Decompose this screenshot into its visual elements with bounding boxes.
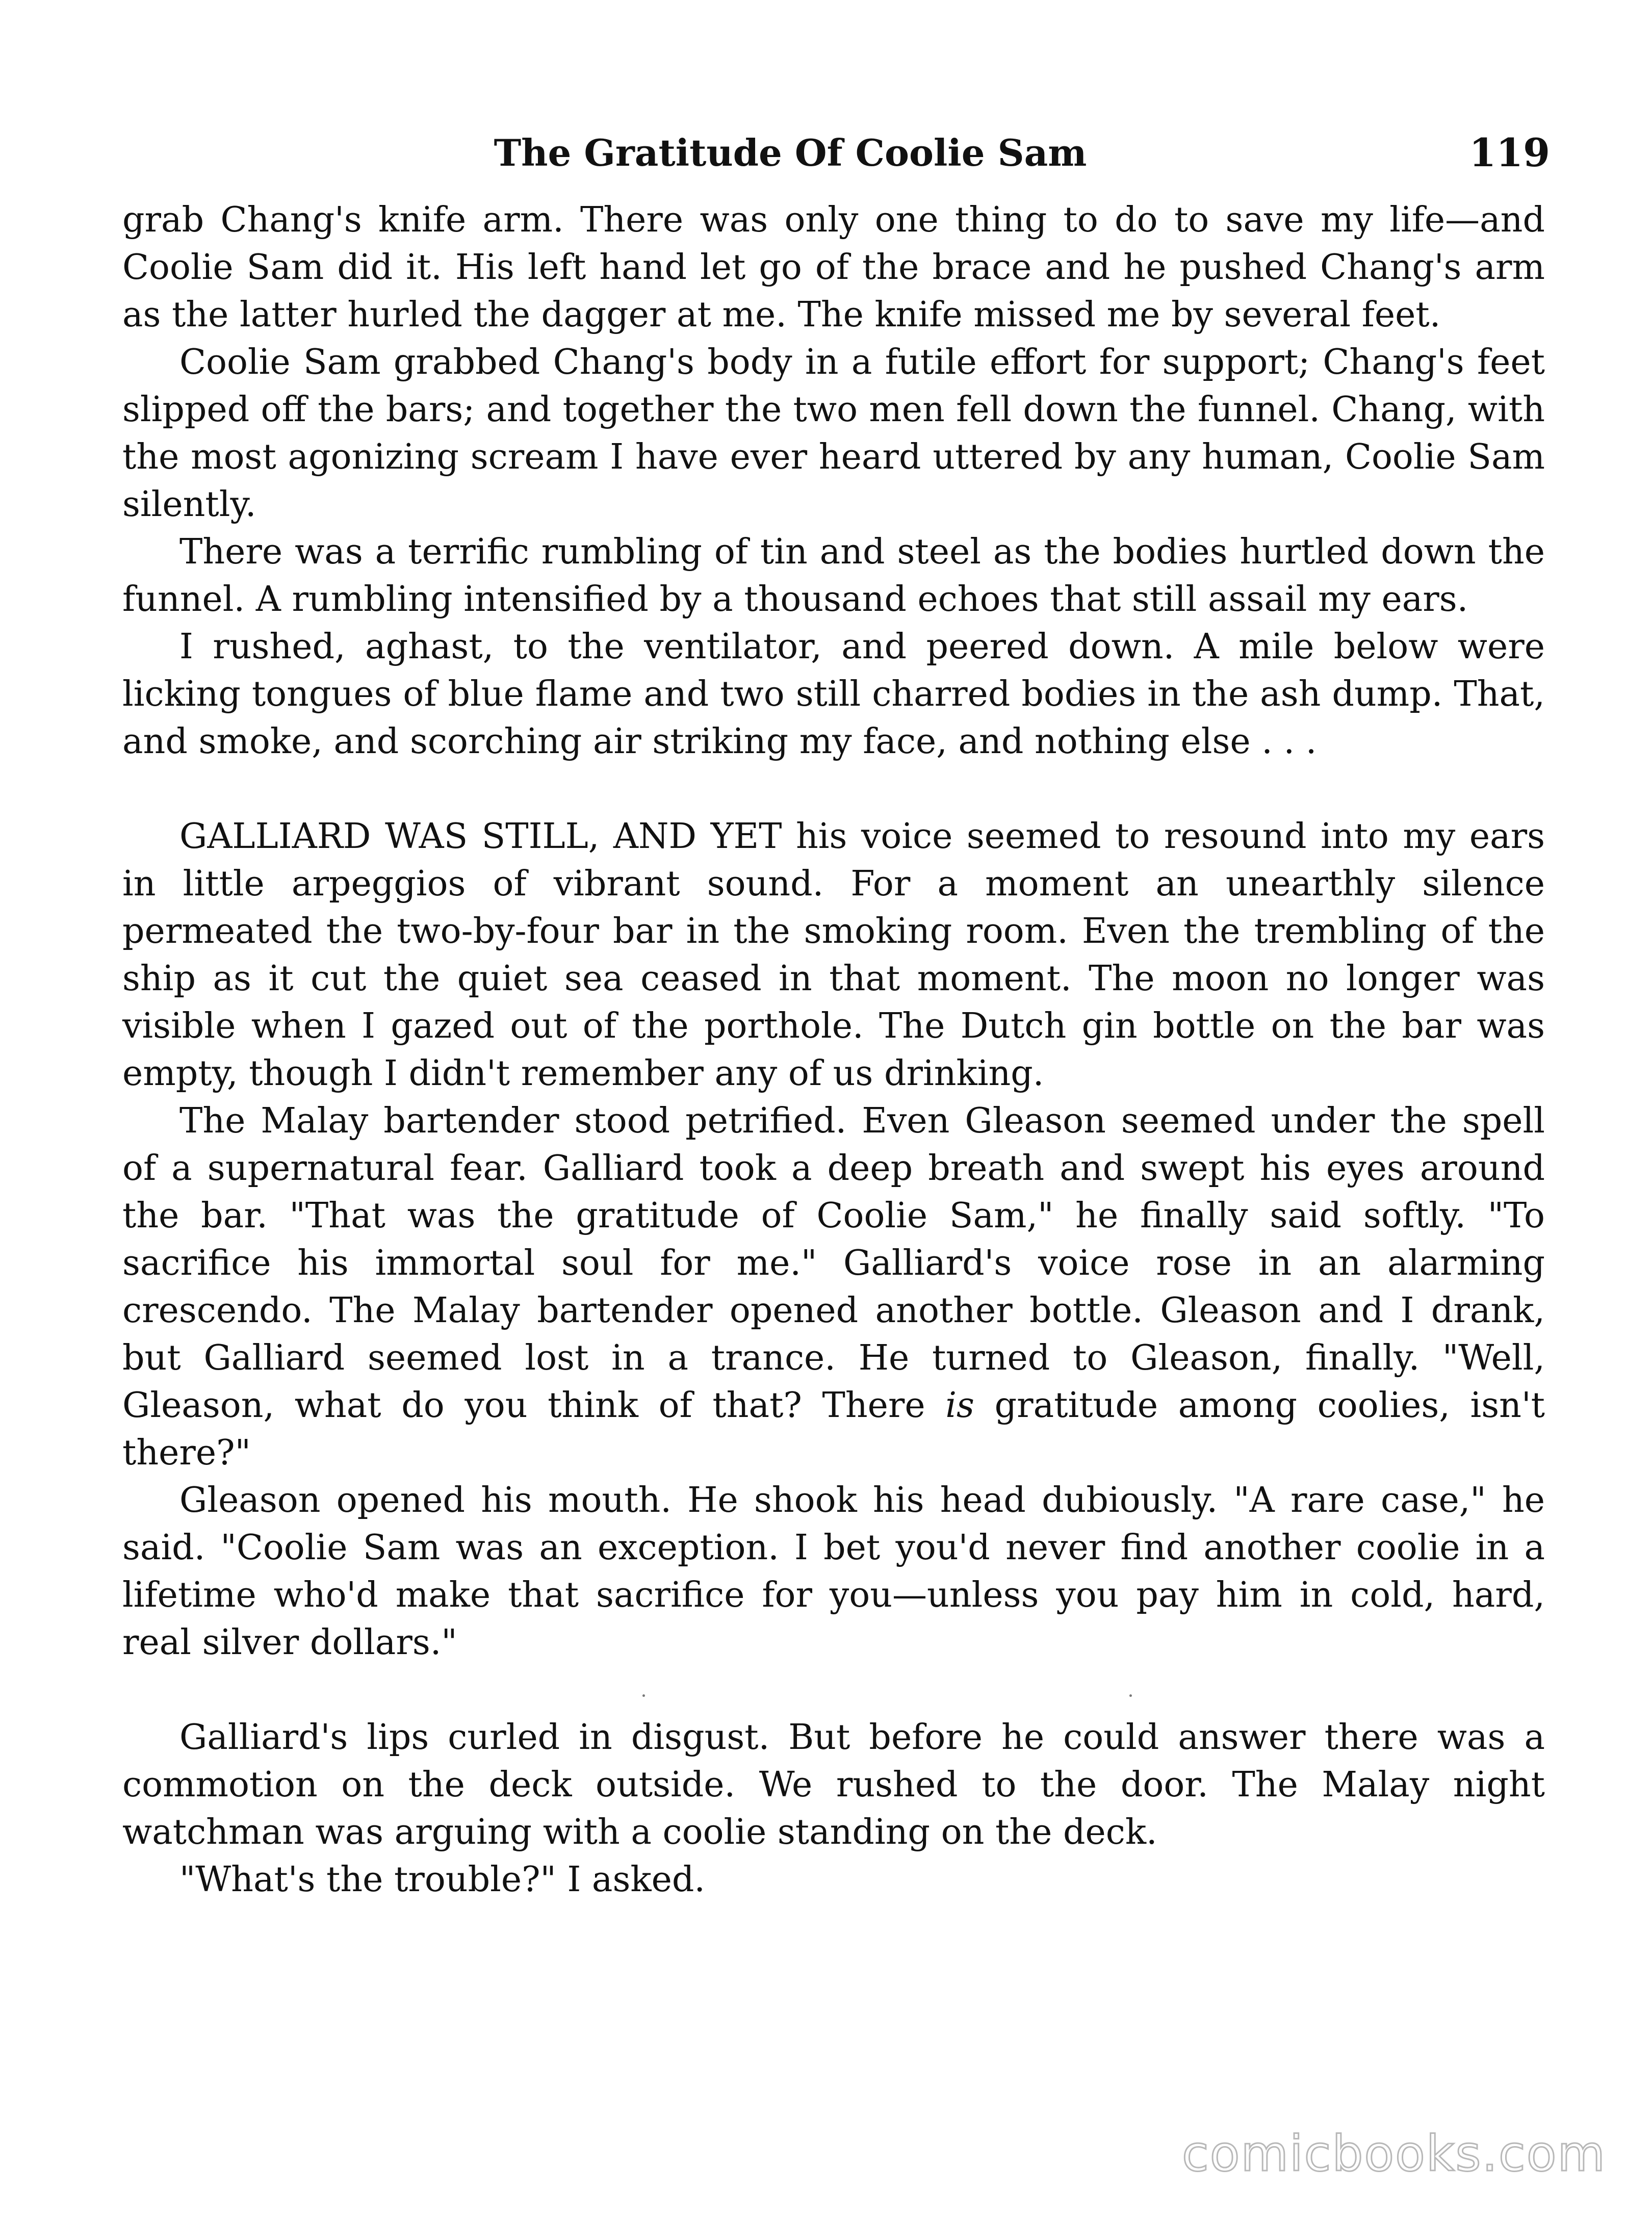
paragraph: grab Chang's knife arm. There was only one thing to do to save my life—and Coolie Sam did it. His left hand let go of the brace and he pushed Chang's arm as the latter hurled the dagger at me. The knife missed me by several feet. — [122, 200, 1545, 335]
print-speck — [1129, 1694, 1132, 1697]
paragraph: Coolie Sam grabbed Chang's body in a futile effort for support; Chang's feet slipped off the bars; and together the two men fell down the funnel. Chang, with the most agonizing scream I have ever heard uttered by any human, Coolie Sam silently. — [122, 342, 1545, 525]
paragraph: There was a terrific rumbling of tin and steel as the bodies hurtled down the funnel. A rumbling intensified by a thousand echoes that still assail my ears. — [122, 532, 1545, 620]
paragraph: Galliard's lips curled in disgust. But before he could answer there was a commotion on the deck outside. We rushed to the door. The Malay night watchman was arguing with a coolie standing on the deck. — [122, 1717, 1545, 1852]
paragraph: "What's the trouble?" I asked. — [179, 1860, 705, 1900]
paragraph-text: The Malay bartender stood petrified. Even Gleason seemed under the spell of a supernatural fear. Galliard took a deep breath and swept his eyes around the bar. "That was the gratitude of Coolie Sam," he finally said softly. "To sacrifice his immortal soul for me." Galliard's voice rose in an alarming crescendo. The Malay bartender opened another bottle. Gleason and I drank, but Galliard seemed lost in a trance. He turned to Gleason, finally. "Well, Gleason, what do you think of that? There — [122, 1101, 1545, 1426]
section-break — [122, 1666, 1545, 1714]
watermark: comicbooks.com — [1181, 2125, 1606, 2182]
running-title: The Gratitude Of Coolie Sam — [494, 131, 1087, 174]
emphasis: is — [945, 1385, 974, 1426]
page-body — [122, 196, 1545, 1903]
page-header — [122, 122, 1550, 184]
paragraph: I rushed, aghast, to the ventilator, and peered down. A mile below were licking tongues of blue flame and two still charred bodies in the ash dump. That, and smoke, and scorching air striking my face, and nothing else . . . — [122, 627, 1545, 762]
paragraph: Gleason opened his mouth. He shook his head dubiously. "A rare case," he said. "Coolie Sam was an exception. I bet you'd never find another coolie in a lifetime who'd make that sacrifice for you—unless you pay him in cold, hard, real silver dollars." — [122, 1480, 1545, 1663]
paragraph — [122, 1097, 1545, 1477]
paragraph-text: gratitude among coolies, isn't there?" — [122, 1385, 1545, 1473]
section-break — [122, 765, 1545, 813]
paragraph: GALLIARD WAS STILL, AND YET his voice seemed to resound into my ears in little arpeggios of vibrant sound. For a moment an unearthly silence permeated the two-by-four bar in the smoking room. Even the trembling of the ship as it cut the quiet sea ceased in that moment. The moon no longer was visible when I gazed out of the porthole. The Dutch gin bottle on the bar was empty, though I didn't remember any of us drinking. — [122, 816, 1545, 1094]
page-number: 119 — [1469, 130, 1550, 175]
print-speck — [642, 1694, 645, 1697]
